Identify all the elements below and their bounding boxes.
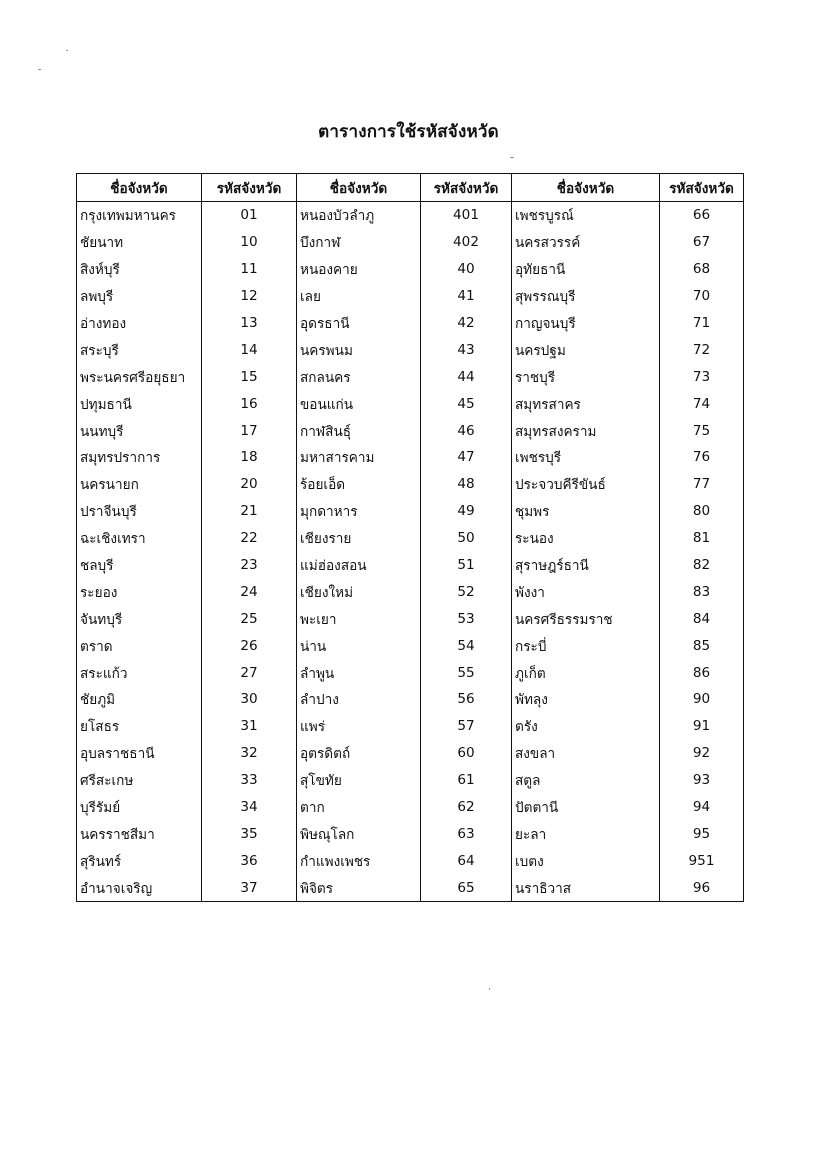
table-row (77, 820, 744, 847)
province-name-cell: แม่ฮ่องสอน (297, 552, 421, 579)
province-name-cell: พัทลุง (512, 686, 660, 713)
province-code-cell: 67 (660, 229, 744, 256)
province-name-cell: จันทบุรี (77, 605, 202, 632)
province-code-cell: 52 (421, 578, 512, 605)
province-name-cell: ระนอง (512, 525, 660, 552)
province-code-cell: 50 (421, 525, 512, 552)
province-code-cell: 81 (660, 525, 744, 552)
table-row (77, 202, 744, 229)
province-code-cell: 36 (202, 847, 297, 874)
table-row (77, 283, 744, 310)
province-code-cell: 34 (202, 794, 297, 821)
province-code-cell: 60 (421, 740, 512, 767)
province-name-cell: ประจวบคีรีขันธ์ (512, 471, 660, 498)
province-name-cell: พิษณุโลก (297, 820, 421, 847)
province-code-cell: 32 (202, 740, 297, 767)
column-header-province-name: ชื่อจังหวัด (297, 174, 421, 202)
header-row (77, 174, 744, 202)
table-row (77, 740, 744, 767)
province-name-cell: สระแก้ว (77, 659, 202, 686)
province-name-cell: สุโขทัย (297, 767, 421, 794)
province-name-cell: พิจิตร (297, 874, 421, 901)
table-row (77, 713, 744, 740)
province-name-cell: สมุทรสาคร (512, 390, 660, 417)
province-code-cell: 18 (202, 444, 297, 471)
province-code-cell: 12 (202, 283, 297, 310)
province-code-cell: 91 (660, 713, 744, 740)
province-name-cell: เลย (297, 283, 421, 310)
province-code-cell: 63 (421, 820, 512, 847)
province-name-cell: ระยอง (77, 578, 202, 605)
province-code-cell: 80 (660, 498, 744, 525)
province-name-cell: อุดรธานี (297, 310, 421, 337)
province-code-cell: 82 (660, 552, 744, 579)
province-code-cell: 64 (421, 847, 512, 874)
province-code-cell: 48 (421, 471, 512, 498)
province-code-cell: 49 (421, 498, 512, 525)
province-name-cell: ยะลา (512, 820, 660, 847)
province-code-cell: 68 (660, 256, 744, 283)
table-row (77, 794, 744, 821)
province-code-cell: 77 (660, 471, 744, 498)
province-code-cell: 401 (421, 202, 512, 229)
table-row (77, 229, 744, 256)
province-code-cell: 94 (660, 794, 744, 821)
province-code-cell: 44 (421, 363, 512, 390)
scan-speck (38, 69, 41, 70)
province-code-cell: 93 (660, 767, 744, 794)
province-name-cell: น่าน (297, 632, 421, 659)
province-code-cell: 30 (202, 686, 297, 713)
province-name-cell: พะเยา (297, 605, 421, 632)
table-row (77, 310, 744, 337)
province-code-cell: 25 (202, 605, 297, 632)
province-name-cell: สตูล (512, 767, 660, 794)
province-code-cell: 40 (421, 256, 512, 283)
province-name-cell: ตาก (297, 794, 421, 821)
province-code-table (76, 173, 744, 902)
province-code-cell: 33 (202, 767, 297, 794)
table-row (77, 767, 744, 794)
province-name-cell: นนทบุรี (77, 417, 202, 444)
province-code-cell: 61 (421, 767, 512, 794)
province-name-cell: เชียงใหม่ (297, 578, 421, 605)
province-name-cell: นครศรีธรรมราช (512, 605, 660, 632)
table-row (77, 363, 744, 390)
province-code-cell: 86 (660, 659, 744, 686)
table-row (77, 444, 744, 471)
province-name-cell: ราชบุรี (512, 363, 660, 390)
province-code-cell: 26 (202, 632, 297, 659)
province-code-cell: 83 (660, 578, 744, 605)
province-code-cell: 70 (660, 283, 744, 310)
province-name-cell: อำนาจเจริญ (77, 874, 202, 901)
province-code-cell: 11 (202, 256, 297, 283)
province-name-cell: ปทุมธานี (77, 390, 202, 417)
table-row (77, 659, 744, 686)
province-name-cell: ชัยนาท (77, 229, 202, 256)
province-code-cell: 72 (660, 336, 744, 363)
province-name-cell: ตราด (77, 632, 202, 659)
province-code-cell: 37 (202, 874, 297, 901)
province-name-cell: ลำพูน (297, 659, 421, 686)
column-header-province-code: รหัสจังหวัด (660, 174, 744, 202)
province-code-cell: 73 (660, 363, 744, 390)
province-name-cell: ปัตตานี (512, 794, 660, 821)
table-row (77, 552, 744, 579)
table-row (77, 525, 744, 552)
scan-speck (510, 157, 514, 158)
province-name-cell: ตรัง (512, 713, 660, 740)
province-code-cell: 402 (421, 229, 512, 256)
province-name-cell: ฉะเชิงเทรา (77, 525, 202, 552)
province-code-cell: 35 (202, 820, 297, 847)
province-code-cell: 57 (421, 713, 512, 740)
province-name-cell: ร้อยเอ็ด (297, 471, 421, 498)
table-row (77, 874, 744, 901)
column-header-province-name: ชื่อจังหวัด (77, 174, 202, 202)
table-row (77, 847, 744, 874)
province-code-cell: 24 (202, 578, 297, 605)
province-name-cell: มหาสารคาม (297, 444, 421, 471)
province-code-cell: 22 (202, 525, 297, 552)
province-code-cell: 17 (202, 417, 297, 444)
province-name-cell: พระนครศรีอยุธยา (77, 363, 202, 390)
province-code-cell: 62 (421, 794, 512, 821)
province-name-cell: หนองบัวลำภู (297, 202, 421, 229)
province-code-cell: 951 (660, 847, 744, 874)
province-name-cell: ชัยภูมิ (77, 686, 202, 713)
province-name-cell: นราธิวาส (512, 874, 660, 901)
province-code-cell: 45 (421, 390, 512, 417)
province-code-cell: 96 (660, 874, 744, 901)
province-code-cell: 65 (421, 874, 512, 901)
province-name-cell: ชุมพร (512, 498, 660, 525)
province-name-cell: ภูเก็ต (512, 659, 660, 686)
province-code-cell: 53 (421, 605, 512, 632)
province-code-cell: 13 (202, 310, 297, 337)
province-code-cell: 31 (202, 713, 297, 740)
province-code-cell: 75 (660, 417, 744, 444)
province-code-cell: 56 (421, 686, 512, 713)
province-code-cell: 46 (421, 417, 512, 444)
province-name-cell: กาฬสินธุ์ (297, 417, 421, 444)
province-name-cell: สกลนคร (297, 363, 421, 390)
province-name-cell: กระบี่ (512, 632, 660, 659)
province-name-cell: หนองคาย (297, 256, 421, 283)
province-name-cell: สุราษฎร์ธานี (512, 552, 660, 579)
province-name-cell: สิงห์บุรี (77, 256, 202, 283)
province-name-cell: อุทัยธานี (512, 256, 660, 283)
province-name-cell: สมุทรปราการ (77, 444, 202, 471)
scan-speck (489, 988, 490, 990)
province-name-cell: นครนายก (77, 471, 202, 498)
province-code-cell: 84 (660, 605, 744, 632)
table-row (77, 336, 744, 363)
province-name-cell: เพชรบูรณ์ (512, 202, 660, 229)
province-code-cell: 01 (202, 202, 297, 229)
province-code-cell: 74 (660, 390, 744, 417)
province-name-cell: ลพบุรี (77, 283, 202, 310)
province-name-cell: กรุงเทพมหานคร (77, 202, 202, 229)
province-code-cell: 71 (660, 310, 744, 337)
table-row (77, 256, 744, 283)
province-code-cell: 51 (421, 552, 512, 579)
province-code-cell: 21 (202, 498, 297, 525)
province-name-cell: แพร่ (297, 713, 421, 740)
table-row (77, 498, 744, 525)
page-title: ตารางการใช้รหัสจังหวัด (318, 122, 499, 142)
scan-speck (66, 50, 68, 51)
column-header-province-name: ชื่อจังหวัด (512, 174, 660, 202)
province-name-cell: ชลบุรี (77, 552, 202, 579)
column-header-province-code: รหัสจังหวัด (202, 174, 297, 202)
table-body (77, 202, 744, 902)
table-row (77, 390, 744, 417)
province-code-cell: 95 (660, 820, 744, 847)
province-name-cell: เชียงราย (297, 525, 421, 552)
province-name-cell: พังงา (512, 578, 660, 605)
province-code-cell: 54 (421, 632, 512, 659)
province-name-cell: อุบลราชธานี (77, 740, 202, 767)
province-code-cell: 15 (202, 363, 297, 390)
province-name-cell: อ่างทอง (77, 310, 202, 337)
province-name-cell: ลำปาง (297, 686, 421, 713)
table-row (77, 471, 744, 498)
province-code-cell: 41 (421, 283, 512, 310)
province-name-cell: ขอนแก่น (297, 390, 421, 417)
province-code-cell: 85 (660, 632, 744, 659)
province-name-cell: สมุทรสงคราม (512, 417, 660, 444)
column-header-province-code: รหัสจังหวัด (421, 174, 512, 202)
province-code-cell: 90 (660, 686, 744, 713)
province-name-cell: นครปฐม (512, 336, 660, 363)
province-name-cell: มุกดาหาร (297, 498, 421, 525)
province-name-cell: ศรีสะเกษ (77, 767, 202, 794)
province-code-cell: 66 (660, 202, 744, 229)
province-name-cell: นครพนม (297, 336, 421, 363)
table-header (77, 174, 744, 202)
province-code-cell: 92 (660, 740, 744, 767)
province-code-cell: 42 (421, 310, 512, 337)
table-row (77, 605, 744, 632)
table-row (77, 632, 744, 659)
province-name-cell: บึงกาฬ (297, 229, 421, 256)
province-name-cell: เบตง (512, 847, 660, 874)
province-code-cell: 47 (421, 444, 512, 471)
province-name-cell: สุพรรณบุรี (512, 283, 660, 310)
province-name-cell: สุรินทร์ (77, 847, 202, 874)
province-code-cell: 16 (202, 390, 297, 417)
province-code-cell: 43 (421, 336, 512, 363)
province-name-cell: กำแพงเพชร (297, 847, 421, 874)
province-code-cell: 14 (202, 336, 297, 363)
table-row (77, 417, 744, 444)
province-name-cell: นครราชสีมา (77, 820, 202, 847)
province-name-cell: บุรีรัมย์ (77, 794, 202, 821)
province-name-cell: กาญจนบุรี (512, 310, 660, 337)
province-name-cell: ยโสธร (77, 713, 202, 740)
province-name-cell: นครสวรรค์ (512, 229, 660, 256)
province-code-cell: 20 (202, 471, 297, 498)
province-name-cell: ปราจีนบุรี (77, 498, 202, 525)
province-name-cell: อุตรดิตถ์ (297, 740, 421, 767)
province-name-cell: สงขลา (512, 740, 660, 767)
table-row (77, 578, 744, 605)
province-code-cell: 27 (202, 659, 297, 686)
province-code-cell: 23 (202, 552, 297, 579)
province-code-cell: 76 (660, 444, 744, 471)
province-name-cell: เพชรบุรี (512, 444, 660, 471)
province-code-cell: 10 (202, 229, 297, 256)
table-row (77, 686, 744, 713)
province-code-cell: 55 (421, 659, 512, 686)
province-name-cell: สระบุรี (77, 336, 202, 363)
